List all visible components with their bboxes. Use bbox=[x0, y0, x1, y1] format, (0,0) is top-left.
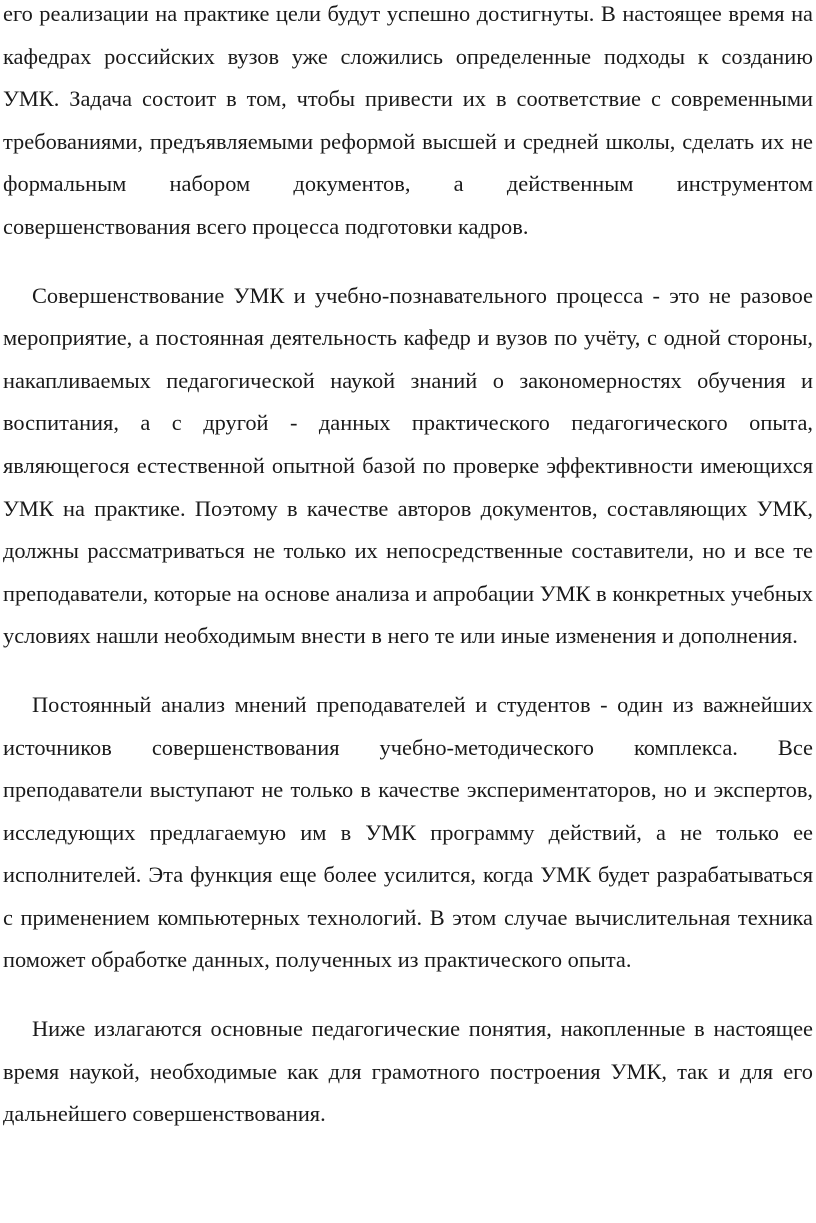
paragraph-umk-improvement: Совершенствование УМК и учебно-познавательного процесса - это не разовое мероприятие, а постоянная деятельность кафедр и вузов по учёту, с одной стороны, накапливаемых педагогической наукой знаний о закономерностях обучения и воспитания, а с другой - данных практического педагогического опыта, являющегося естественной опытной базой по проверке эффективности имеющихся УМК на практике. Поэтому в качестве авторов документов, составляющих УМК, должны рассматриваться не только их непосредственные составители, но и все те преподаватели, которые на основе анализа и апробации УМК в конкретных учебных условиях нашли необходимым внести в него те или иные изменения и дополнения. bbox=[3, 282, 813, 649]
paragraph-opinion-analysis: Постоянный анализ мнений преподавателей и студентов - один из важнейших источников совершенствования учебно-методического комплекса. Все преподаватели выступают не только в качестве экспериментаторов, но и экспертов, исследующих предлагаемую им в УМК программу действий, а не только ее исполнителей. Эта функция еще более усилится, когда УМК будет разрабатываться с применением компьютерных технологий. В этом случае вычислительная техника поможет обработке данных, полученных из практического опыта. bbox=[3, 691, 813, 973]
paragraph-continuation: его реализации на практике цели будут успешно достигнуты. В настоящее время на кафедрах российских вузов уже сложились определенные подходы к созданию УМК. Задача состоит в том, чтобы привести их в соответствие с современными требованиями, предъявляемыми реформой высшей и средней школы, сделать их не формальным набором документов, а действенным инструментом совершенствования всего процесса подготовки кадров. bbox=[3, 1, 813, 239]
paragraph-basic-concepts: Ниже излагаются основные педагогические понятия, накопленные в настоящее время наукой, необходимые как для грамотного построения УМК, так и для его дальнейшего совершенствования. bbox=[3, 1016, 813, 1127]
